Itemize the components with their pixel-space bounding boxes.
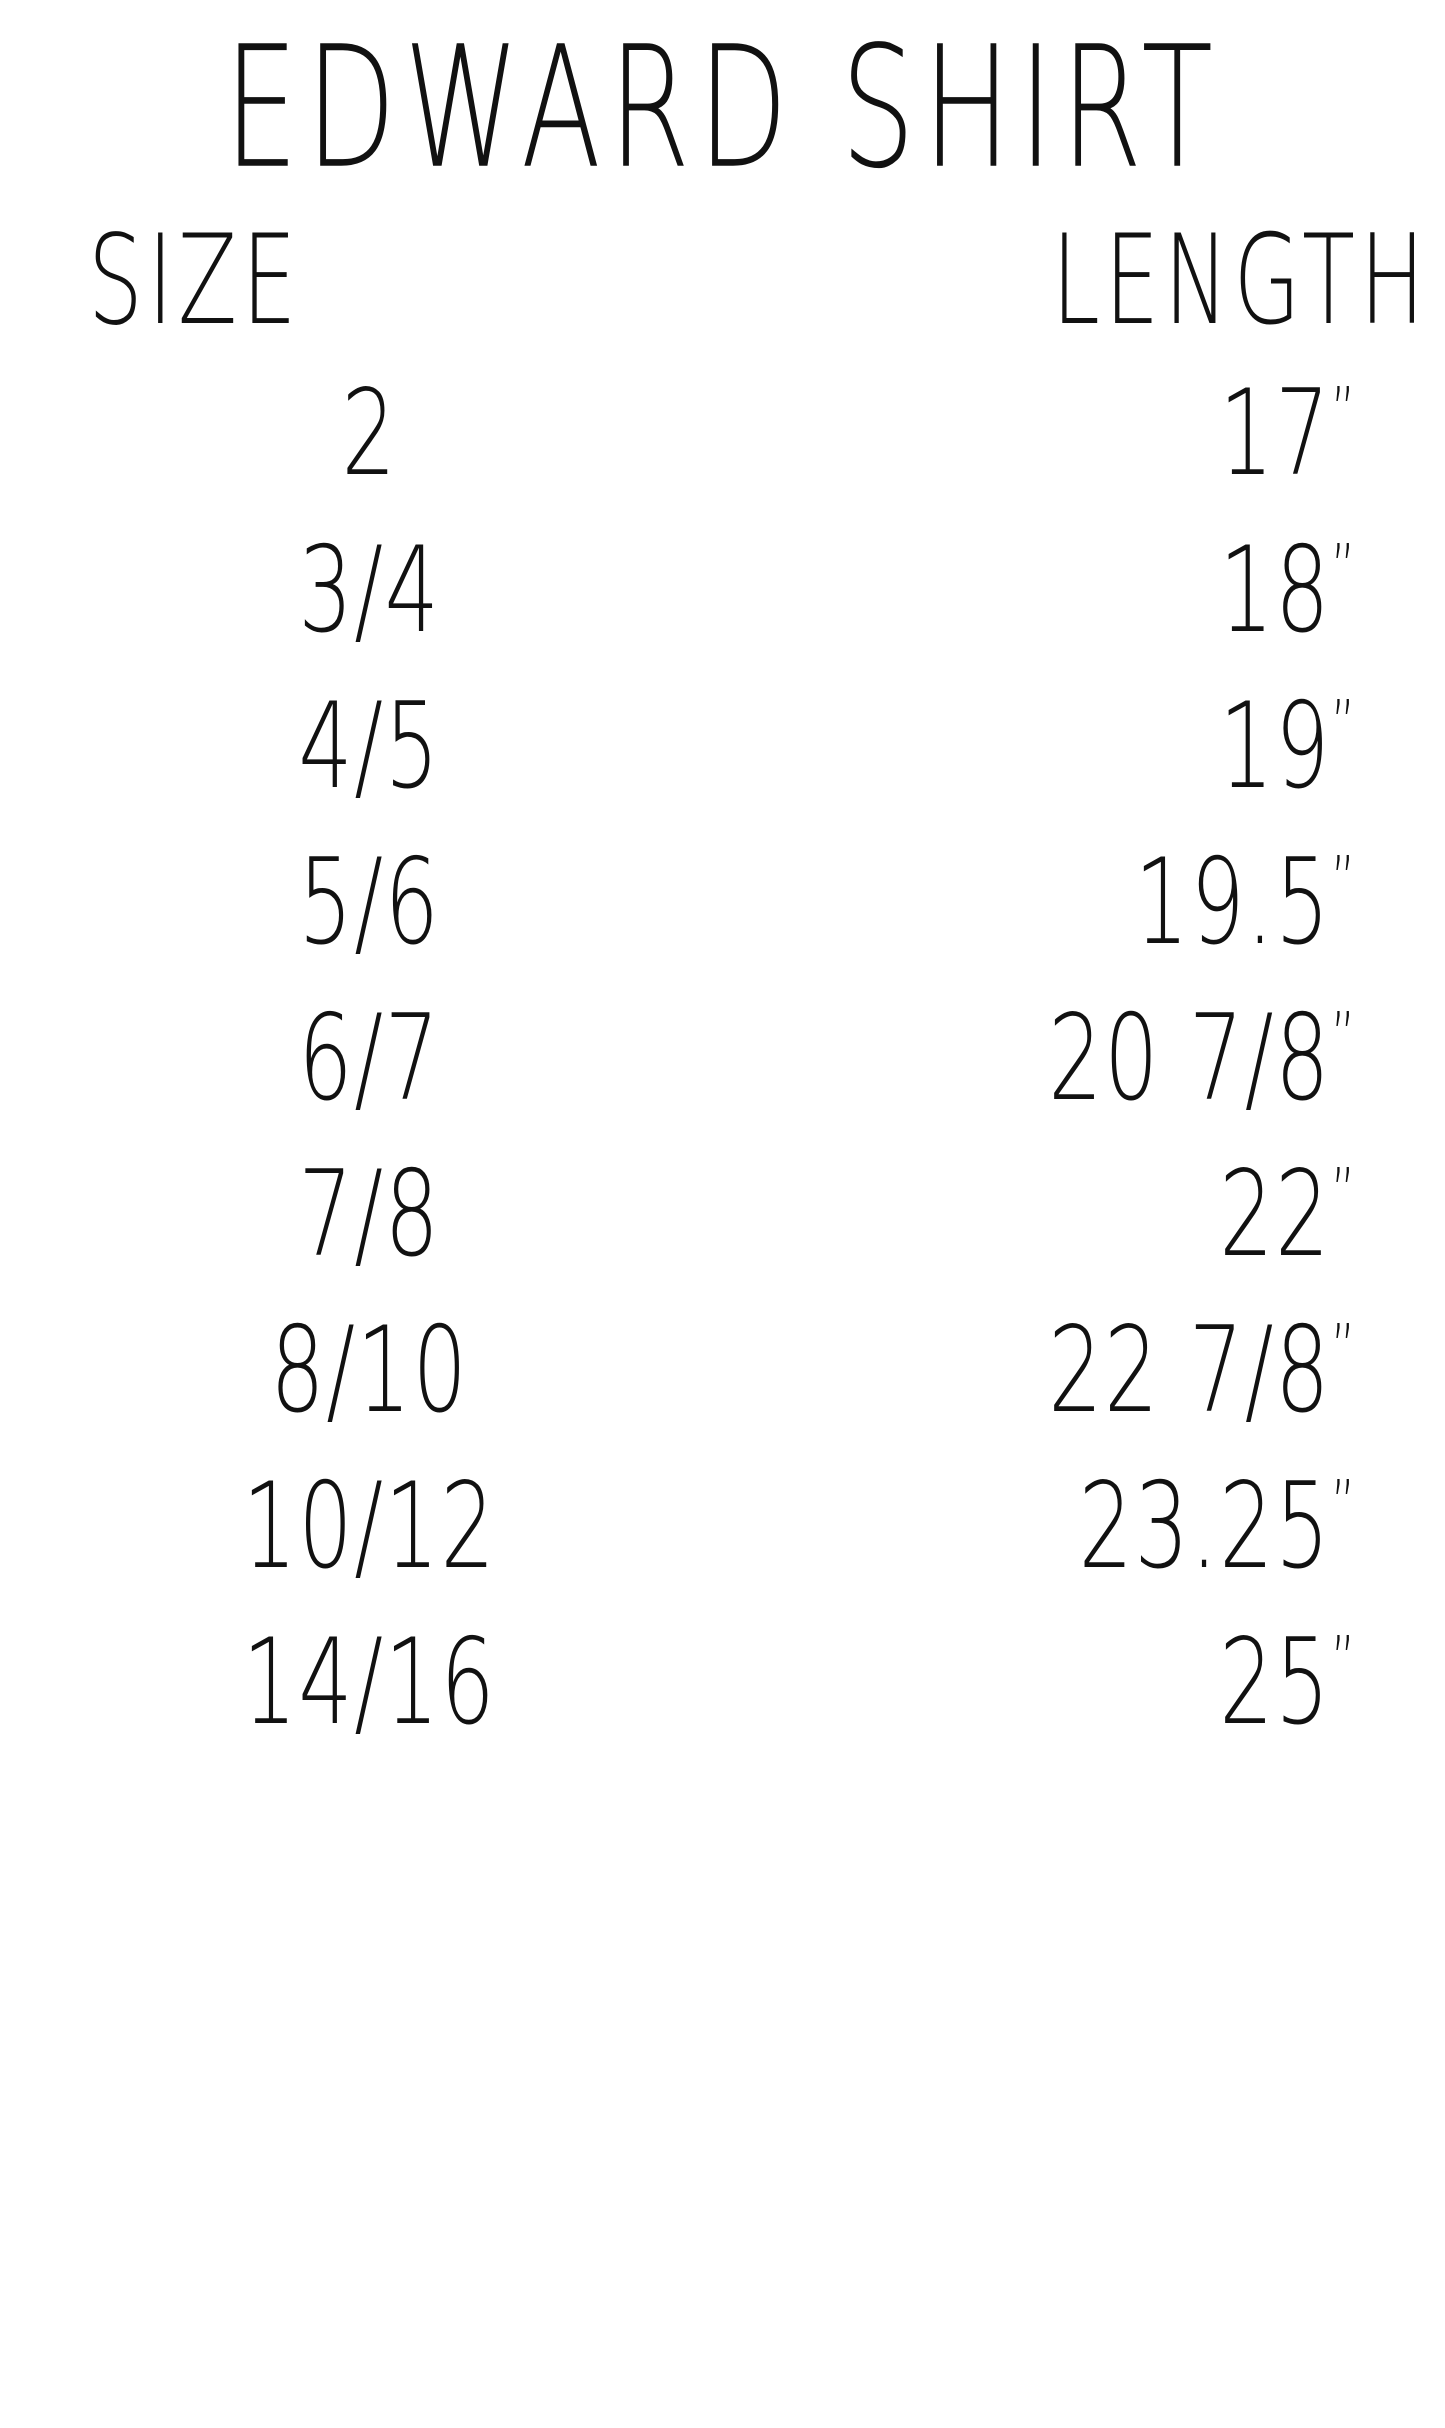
cell-size: 3/4: [298, 520, 441, 660]
inch-mark: ”: [1330, 1623, 1355, 1699]
table-row: [0, 824, 1445, 980]
cell-size: 2: [341, 363, 398, 503]
cell-length: [853, 501, 1445, 679]
cell-size: 10/12: [242, 1456, 497, 1596]
inch-mark: ”: [1330, 373, 1355, 450]
inch-mark: ”: [1330, 1155, 1355, 1231]
column-header-size: SIZE: [88, 209, 302, 353]
table-row: [0, 512, 1445, 668]
cell-length: [853, 1593, 1445, 1771]
cell-length-value: 22: [1218, 1144, 1331, 1284]
inch-mark: ”: [1330, 687, 1355, 763]
inch-mark: ”: [1330, 843, 1355, 919]
column-header-length: LENGTH: [1051, 209, 1429, 353]
cell-size: 4/5: [298, 676, 441, 816]
inch-mark: ”: [1330, 1311, 1355, 1387]
table-row: [0, 1604, 1445, 1760]
cell-length-value: 22 7/8: [1047, 1300, 1331, 1440]
cell-length: [853, 813, 1445, 991]
cell-length-value: 25: [1218, 1612, 1331, 1752]
table-row: [0, 668, 1445, 824]
cell-size: 8/10: [270, 1300, 469, 1440]
table-body: [0, 363, 1445, 1760]
cell-length: [853, 1125, 1445, 1303]
cell-length-value: 19.5: [1134, 832, 1331, 972]
cell-size: 5/6: [298, 832, 441, 972]
table-row: [0, 1292, 1445, 1448]
size-chart-table: [0, 209, 1445, 1760]
cell-length-value: 23.25: [1078, 1456, 1331, 1596]
cell-length-value: 17: [1218, 363, 1331, 503]
cell-length-value: 19: [1218, 676, 1331, 816]
cell-size: 14/16: [242, 1612, 497, 1752]
cell-length: [853, 969, 1445, 1147]
cell-length: [853, 362, 1445, 522]
cell-size: 7/8: [298, 1144, 441, 1284]
table-row: [0, 1448, 1445, 1604]
table-header-row: [0, 230, 1445, 372]
cell-length-value: 20 7/8: [1047, 988, 1331, 1128]
cell-size: 6/7: [298, 988, 441, 1128]
cell-length: [853, 657, 1445, 835]
cell-length: [853, 1281, 1445, 1459]
cell-length: [853, 1437, 1445, 1615]
cell-length-value: 18: [1218, 520, 1331, 660]
table-row: [0, 980, 1445, 1136]
page-title: EDWARD SHIRT: [224, 11, 1221, 207]
inch-mark: ”: [1330, 999, 1355, 1075]
inch-mark: ”: [1330, 531, 1355, 607]
inch-mark: ”: [1330, 1467, 1355, 1543]
table-row: [0, 372, 1445, 512]
table-row: [0, 1136, 1445, 1292]
